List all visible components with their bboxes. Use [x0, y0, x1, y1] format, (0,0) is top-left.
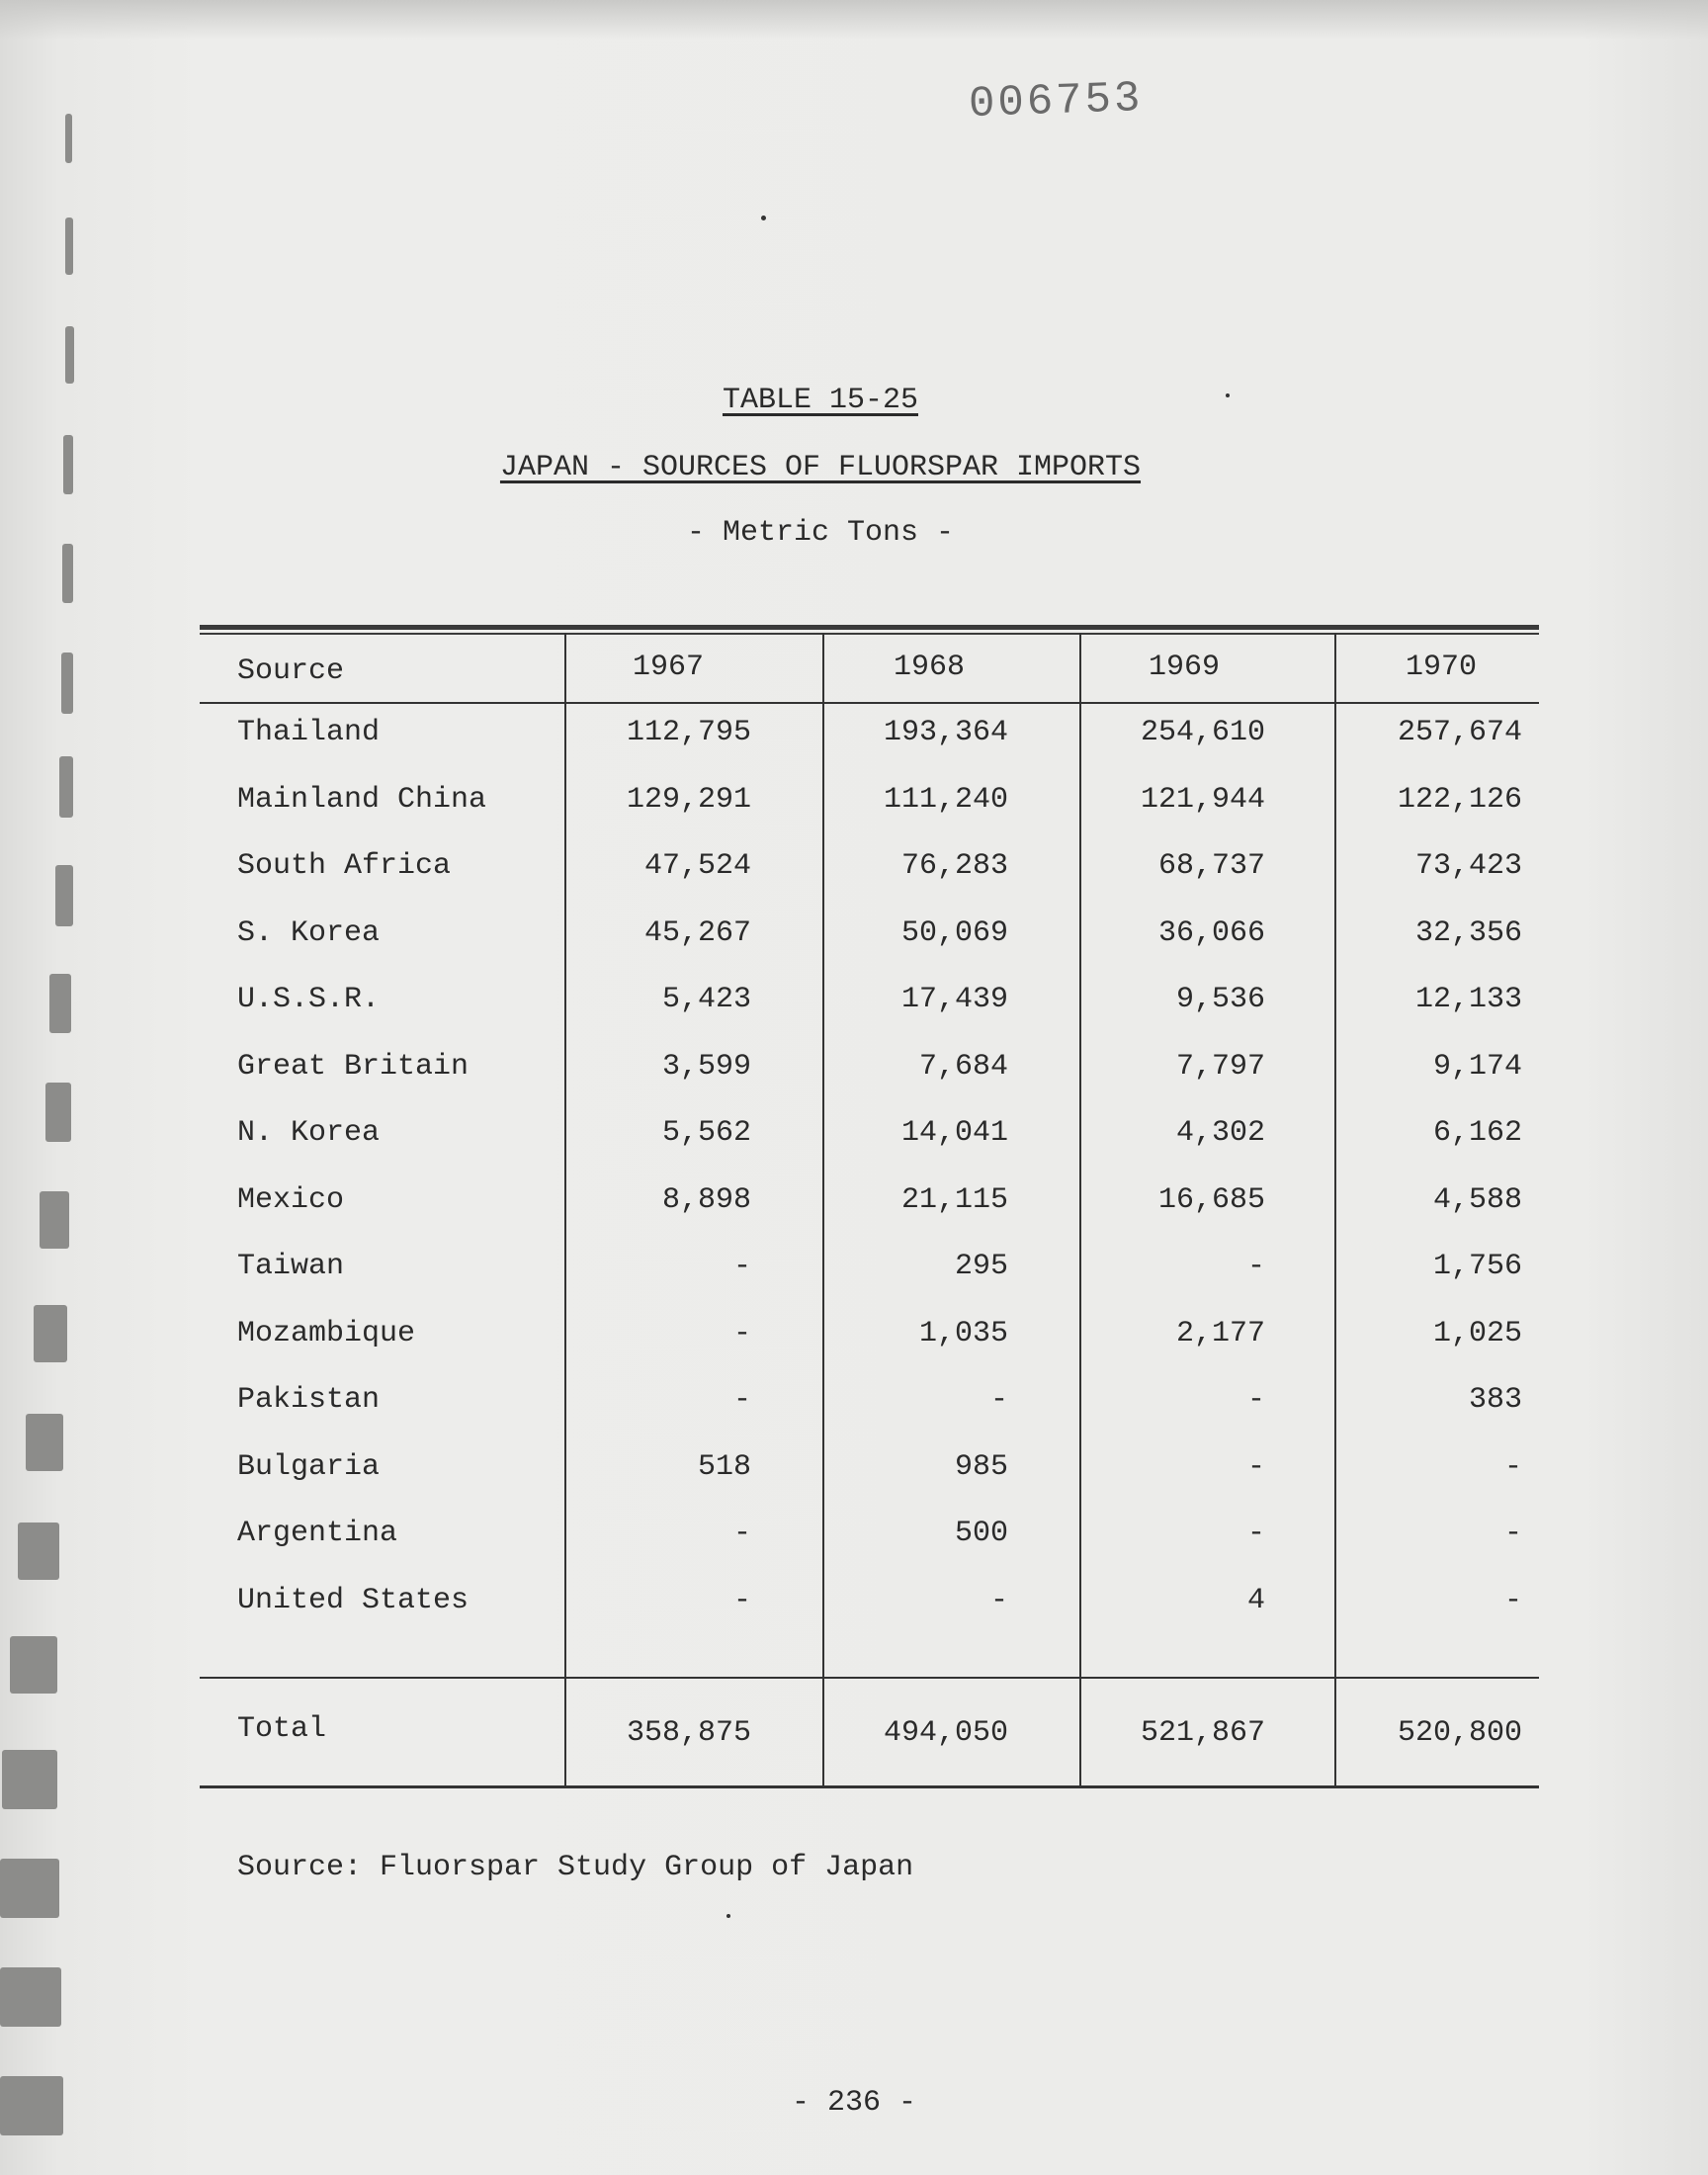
table-title: TABLE 15-25: [722, 384, 919, 417]
row-value: 518: [697, 1449, 751, 1484]
row-value: -: [989, 1583, 1008, 1617]
row-value: 32,356: [1414, 915, 1522, 950]
page-top-shadow: [0, 0, 1708, 40]
table-subtitle: JAPAN - SOURCES OF FLUORSPAR IMPORTS: [499, 451, 1142, 484]
row-value: 985: [954, 1449, 1008, 1484]
row-source: Argentina: [237, 1517, 398, 1550]
row-value: 7,684: [918, 1049, 1008, 1084]
row-value: 122,126: [1397, 782, 1522, 817]
speck: [726, 1914, 730, 1918]
header-year: 1970: [1405, 651, 1477, 684]
row-source: United States: [237, 1583, 470, 1617]
total-value: 521,867: [1140, 1716, 1265, 1750]
row-value: 254,610: [1140, 716, 1265, 749]
row-value: 76,283: [900, 849, 1008, 883]
row-value: 112,795: [626, 716, 751, 749]
speck: [761, 216, 766, 220]
row-value: -: [732, 1250, 751, 1283]
row-value: 193,364: [883, 716, 1008, 749]
row-value: -: [1246, 1449, 1265, 1484]
row-value: -: [1246, 1383, 1265, 1417]
row-value: -: [1246, 1517, 1265, 1550]
row-source: Great Britain: [237, 1049, 470, 1084]
table-top-rule-inner: [200, 633, 1539, 635]
document-stamp-number: 006753: [968, 73, 1145, 130]
total-value: 494,050: [883, 1716, 1008, 1750]
row-value: 45,267: [643, 915, 751, 950]
row-source: Taiwan: [237, 1250, 345, 1283]
header-year: 1968: [893, 651, 965, 684]
row-value: 1,025: [1432, 1316, 1522, 1350]
row-source: Pakistan: [237, 1383, 381, 1417]
row-value: -: [989, 1383, 1008, 1417]
row-source: Mexico: [237, 1182, 345, 1217]
row-value: 3,599: [661, 1049, 751, 1084]
table-header-rule: [200, 702, 1539, 704]
table-units: - Metric Tons -: [686, 516, 955, 550]
row-source: Mozambique: [237, 1316, 416, 1350]
row-value: 68,737: [1157, 849, 1265, 883]
row-value: 4,302: [1175, 1116, 1265, 1150]
row-value: -: [732, 1517, 751, 1550]
row-value: 16,685: [1157, 1182, 1265, 1217]
row-source: Thailand: [237, 716, 381, 749]
row-source: U.S.S.R.: [237, 983, 381, 1016]
row-value: 1,756: [1432, 1250, 1522, 1283]
row-value: 383: [1468, 1383, 1522, 1417]
row-value: 5,562: [661, 1116, 751, 1150]
row-value: 5,423: [661, 983, 751, 1016]
row-value: 8,898: [661, 1182, 751, 1217]
row-value: 295: [954, 1250, 1008, 1283]
row-value: -: [1503, 1449, 1522, 1484]
source-note: Source: Fluorspar Study Group of Japan: [237, 1851, 914, 1884]
row-value: -: [732, 1316, 751, 1350]
row-source: N. Korea: [237, 1116, 381, 1150]
header-source: Source: [237, 654, 345, 688]
header-year: 1969: [1148, 651, 1220, 684]
row-value: 73,423: [1414, 849, 1522, 883]
row-value: 4: [1246, 1583, 1265, 1617]
row-value: 36,066: [1157, 915, 1265, 950]
total-value: 358,875: [626, 1716, 751, 1750]
table-top-rule: [200, 625, 1539, 630]
row-source: South Africa: [237, 849, 452, 883]
row-value: 257,674: [1397, 716, 1522, 749]
row-source: Bulgaria: [237, 1449, 381, 1484]
row-value: 4,588: [1432, 1182, 1522, 1217]
page-number: - 236 -: [791, 2086, 917, 2120]
row-source: S. Korea: [237, 915, 381, 950]
row-value: 6,162: [1432, 1116, 1522, 1150]
row-value: -: [1503, 1517, 1522, 1550]
row-value: 2,177: [1175, 1316, 1265, 1350]
table-total-rule: [200, 1677, 1539, 1679]
row-value: -: [1246, 1250, 1265, 1283]
row-value: 50,069: [900, 915, 1008, 950]
row-value: 14,041: [900, 1116, 1008, 1150]
row-value: 17,439: [900, 983, 1008, 1016]
row-value: 111,240: [883, 782, 1008, 817]
row-value: 500: [954, 1517, 1008, 1550]
row-value: 129,291: [626, 782, 751, 817]
table-bottom-rule: [200, 1785, 1539, 1788]
row-value: 7,797: [1175, 1049, 1265, 1084]
row-value: -: [1503, 1583, 1522, 1617]
binding-holes: [0, 0, 89, 2175]
row-value: 12,133: [1414, 983, 1522, 1016]
row-source: Mainland China: [237, 782, 487, 817]
row-value: 1,035: [918, 1316, 1008, 1350]
total-label: Total: [237, 1712, 327, 1746]
header-year: 1967: [632, 651, 704, 684]
row-value: 9,536: [1175, 983, 1265, 1016]
row-value: 9,174: [1432, 1049, 1522, 1084]
total-value: 520,800: [1397, 1716, 1522, 1750]
row-value: -: [732, 1383, 751, 1417]
row-value: 47,524: [643, 849, 751, 883]
row-value: 121,944: [1140, 782, 1265, 817]
row-value: -: [732, 1583, 751, 1617]
row-value: 21,115: [900, 1182, 1008, 1217]
